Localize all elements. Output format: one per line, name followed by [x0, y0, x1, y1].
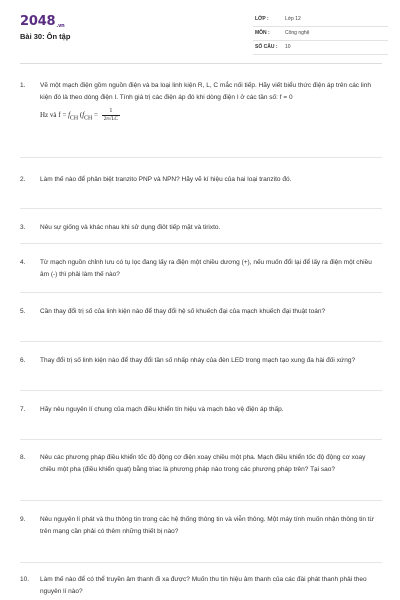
- header-divider: [20, 63, 382, 64]
- formula-prefix: Hz và f =: [40, 111, 69, 120]
- formula-fraction: [102, 108, 120, 123]
- formula-sub2: CH: [84, 115, 93, 122]
- question-item: [20, 80, 382, 124]
- logo-text: 2048: [20, 14, 56, 29]
- question-number: 1.: [20, 82, 26, 89]
- meta-row-subject: [253, 27, 388, 41]
- meta-value: Công nghệ: [285, 30, 310, 36]
- question-separator: [20, 208, 382, 209]
- question-text: Nêu sự giống và khác nhau khi sử dụng điôt tiếp mặt và tirixto.: [40, 224, 221, 231]
- fraction-denominator: 2π√LC: [103, 117, 118, 122]
- question-number: 7.: [20, 406, 26, 413]
- question-item: [20, 355, 382, 367]
- meta-row-count: [253, 41, 388, 55]
- question-separator: [20, 157, 382, 158]
- question-text: Cần thay đổi trị số của linh kiện nào để thay đổi hệ số khuếch đại của mạch khuếch đại thuật toán?: [40, 308, 326, 315]
- lesson-title: Bài 30: Ôn tập: [20, 32, 71, 41]
- question-separator: [20, 243, 382, 244]
- formula-f: f: [68, 111, 71, 120]
- question-text: Nêu nguyên lí phát và thu thông tin trong các hệ thống thông tin và viễn thông. Một máy tính muốn nhận thông tin từ trên mạng cần phải có thêm những thiết bị nào?: [40, 516, 374, 535]
- meta-value: Lớp 12: [285, 16, 301, 22]
- meta-row-class: [253, 13, 388, 27]
- meta-value: 10: [285, 44, 291, 50]
- question-item: [20, 452, 382, 475]
- question-number: 2.: [20, 176, 26, 183]
- meta-key: SỐ CÂU :: [255, 44, 278, 50]
- question-number: 10.: [20, 576, 30, 583]
- question-separator: [20, 500, 382, 501]
- question-text: Hãy nêu nguyên lí chung của mạch điều khiển tín hiệu và mạch bảo vệ điện áp thấp.: [40, 406, 284, 413]
- question-text: Thay đổi trị số linh kiện nào để thay đổi tần số nhấp nháy của đèn LED trong mạch tạo xung đa hài đối xứng?: [40, 357, 356, 364]
- question-separator: [20, 390, 382, 391]
- question-item: [20, 574, 382, 597]
- page-header: [0, 0, 400, 60]
- question-number: 3.: [20, 224, 26, 231]
- question-number: 4.: [20, 259, 26, 266]
- question-number: 8.: [20, 454, 26, 461]
- formula-f2: f: [82, 111, 85, 120]
- question-separator: [20, 341, 382, 342]
- question-separator: [20, 562, 382, 563]
- question-item: [20, 404, 382, 416]
- meta-key: LỚP :: [255, 16, 269, 22]
- question-text: Nêu các phương pháp điều khiển tốc độ động cơ điện xoay chiều một pha. Mạch điều khiển tốc độ động cơ xoay chiều một pha (điều khiển quạt) bằng triac là phương pháp nào trong các phương pháp trên? Tại sao?: [40, 454, 366, 473]
- question-text: Làm thế nào để phân biệt tranzito PNP và NPN? Hãy vẽ kí hiệu của hai loại tranzito đó.: [40, 176, 292, 183]
- question-text: Từ mạch nguồn chỉnh lưu có tụ lọc đang lấy ra điện một chiều dương (+), nếu muốn đổi lại để lấy ra điện một chiều âm (-) thì phải làm thế nào?: [40, 259, 372, 278]
- meta-key: MÔN :: [255, 30, 270, 36]
- question-separator: [20, 292, 382, 293]
- question-item: [20, 257, 382, 280]
- question-text: Vẽ một mạch điện gồm nguồn điện và ba loại linh kiện R, L, C mắc nối tiếp. Hãy viết biểu thức điện áp trên các linh kiện đó là theo dòng điện I. Tính giá trị các điện áp đó khi dòng điện I ở các tần số: f = 0: [40, 82, 371, 101]
- question-item: [20, 514, 382, 537]
- question-item: [20, 174, 382, 186]
- formula-paren: (: [78, 111, 83, 120]
- question-number: 9.: [20, 516, 26, 523]
- question-formula: [40, 108, 382, 124]
- fraction-numerator: 1: [102, 108, 120, 116]
- site-logo[interactable]: [20, 14, 65, 29]
- logo-suffix: .vn: [56, 23, 65, 29]
- question-number: 5.: [20, 308, 26, 315]
- question-number: 6.: [20, 357, 26, 364]
- question-item: [20, 306, 382, 318]
- meta-table: [253, 13, 388, 55]
- question-separator: [20, 439, 382, 440]
- question-item: [20, 222, 382, 234]
- formula-sub: CH: [70, 115, 79, 122]
- formula-equals: =: [92, 111, 100, 120]
- question-text: Làm thế nào để có thể truyền âm thanh đi xa được? Muốn thu tín hiệu âm thanh của các đài phát thanh phải theo nguyên lí nào?: [40, 576, 367, 595]
